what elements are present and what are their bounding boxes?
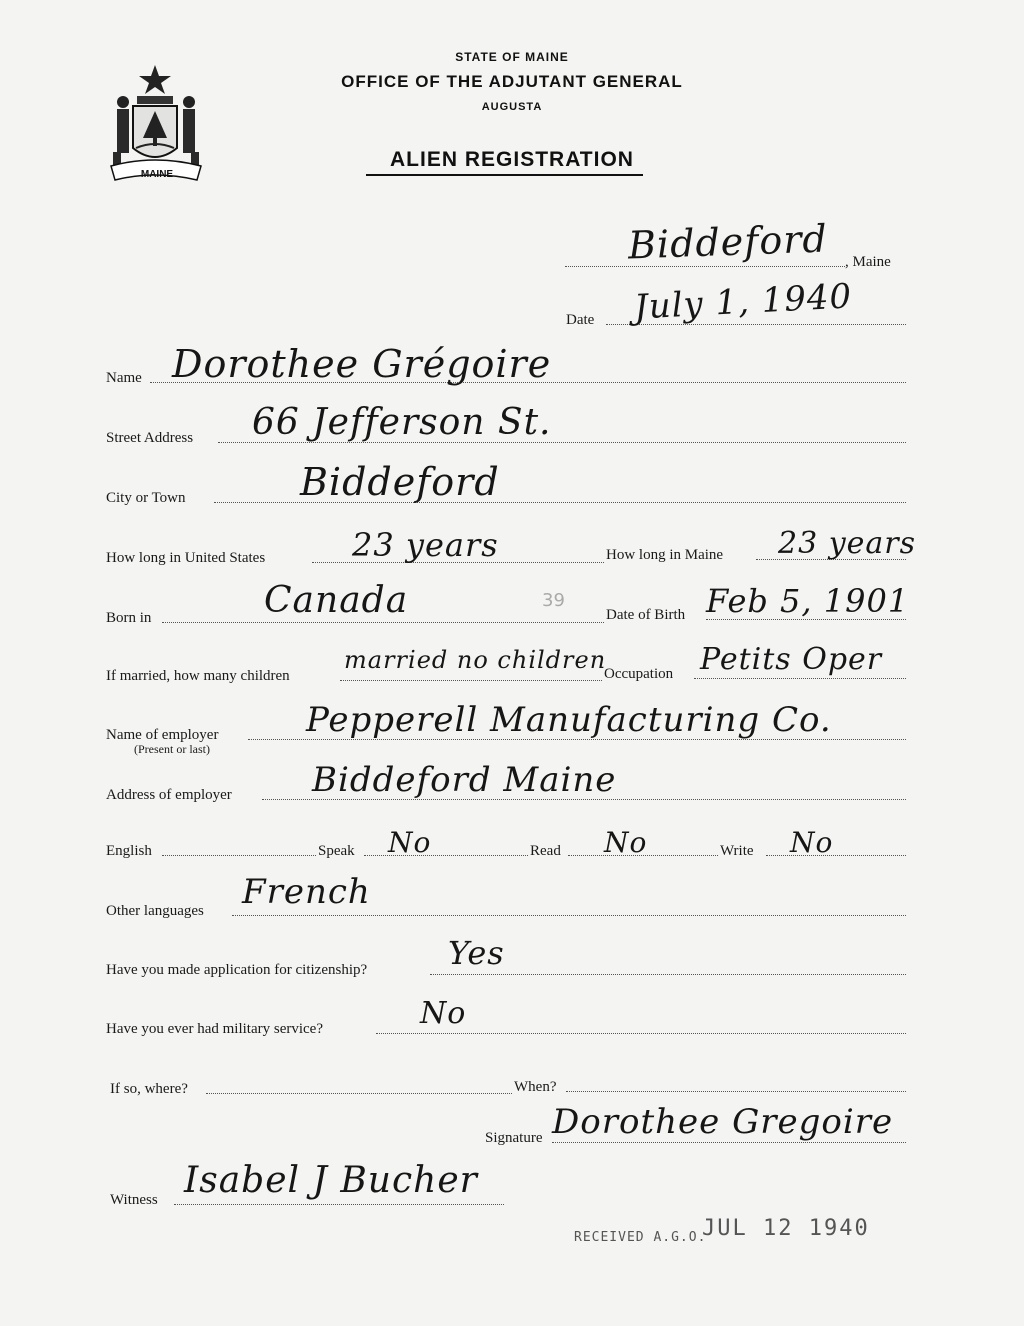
header-office: OFFICE OF THE ADJUTANT GENERAL <box>341 72 683 91</box>
how-long-us-value: 23 years <box>352 526 499 564</box>
employer-address-value: Biddeford Maine <box>312 760 617 800</box>
title-underline <box>366 174 643 176</box>
married-value: married no children <box>344 646 607 674</box>
city-label: City or Town <box>106 490 186 506</box>
witness-value: Isabel J Bucher <box>184 1160 478 1201</box>
married-label: If married, how many children <box>106 668 290 684</box>
how-long-maine-value: 23 years <box>778 526 917 561</box>
born-in-value: Canada <box>264 580 409 621</box>
citizenship-value: Yes <box>448 934 505 972</box>
occupation-value: Petits Oper <box>700 642 883 677</box>
header-state: STATE OF MAINE <box>455 50 569 64</box>
write-label: Write <box>720 843 754 859</box>
seal-text: MAINE <box>140 169 174 180</box>
if-so-label: If so, where? <box>110 1081 188 1097</box>
speak-value: No <box>388 826 432 859</box>
date-label: Date <box>566 312 595 328</box>
street-value: 66 Jefferson St. <box>252 402 552 443</box>
dob-value: Feb 5, 1901 <box>706 582 910 620</box>
write-value: No <box>790 826 834 859</box>
other-languages-value: French <box>242 872 371 912</box>
name-value: Dorothee Grégoire <box>172 342 552 386</box>
military-label: Have you ever had military service? <box>106 1021 323 1037</box>
street-label: Street Address <box>106 430 194 446</box>
read-value: No <box>604 826 648 859</box>
read-label: Read <box>530 843 561 859</box>
born-in-label: Born in <box>106 610 152 626</box>
received-stamp: RECEIVED A.G.O. <box>574 1230 707 1245</box>
english-label: English <box>106 843 152 859</box>
signature-value: Dorothee Gregoire <box>552 1102 894 1142</box>
when-label: When? <box>514 1079 557 1095</box>
witness-label: Witness <box>110 1192 158 1208</box>
signature-label: Signature <box>485 1130 543 1146</box>
how-long-us-label: How long in United States <box>106 550 266 566</box>
form-title: ALIEN REGISTRATION <box>390 148 634 171</box>
other-languages-label: Other languages <box>106 903 204 919</box>
place-value: Biddeford <box>627 216 829 268</box>
born-note: 39 <box>542 590 565 611</box>
date-value: July 1, 1940 <box>633 276 854 328</box>
state-seal-icon <box>105 62 210 187</box>
received-stamp-date: JUL 12 1940 <box>702 1216 870 1241</box>
how-long-maine-label: How long in Maine <box>606 547 724 563</box>
military-value: No <box>420 996 467 1031</box>
citizenship-label: Have you made application for citizenship? <box>106 962 368 978</box>
dob-label: Date of Birth <box>606 607 686 623</box>
employer-value: Pepperell Manufacturing Co. <box>306 700 832 740</box>
employer-address-label: Address of employer <box>106 787 232 803</box>
name-label: Name <box>106 370 142 386</box>
employer-note: (Present or last) <box>134 742 210 756</box>
header-city: AUGUSTA <box>481 101 543 113</box>
speak-label: Speak <box>318 843 355 859</box>
employer-label: Name of employer <box>106 727 219 743</box>
city-value: Biddeford <box>300 460 500 504</box>
occupation-label: Occupation <box>604 666 674 682</box>
maine-label: , Maine <box>845 254 891 270</box>
